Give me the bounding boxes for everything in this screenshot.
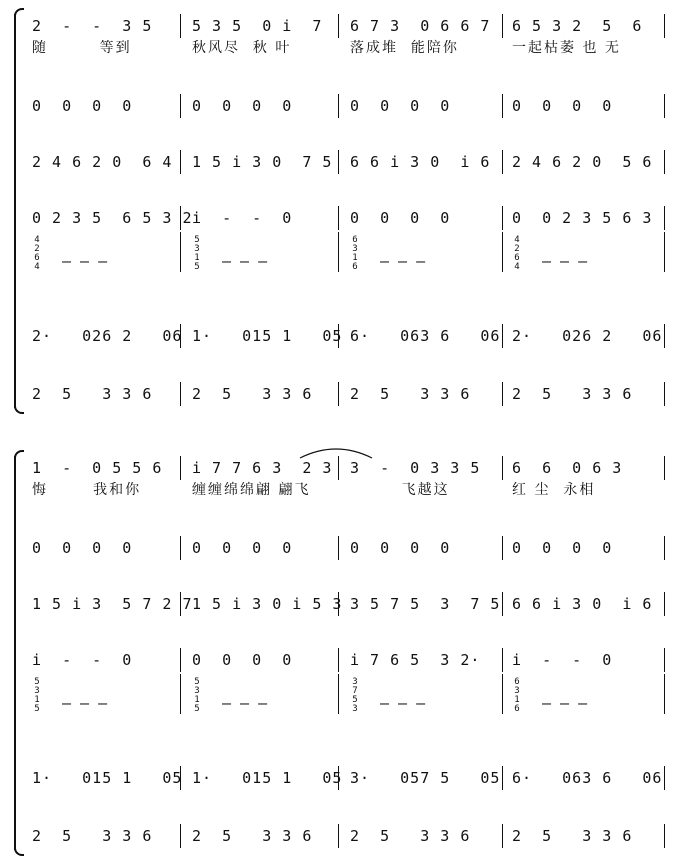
chord-note: 6	[352, 262, 358, 272]
barline	[664, 382, 665, 406]
barline	[338, 232, 339, 272]
measure-notes: 1 5 i 3 5 7 2 7	[32, 595, 193, 613]
barline	[338, 150, 339, 174]
barline	[338, 206, 339, 230]
lyric-text: 红 尘 永相	[512, 482, 596, 498]
barline	[502, 150, 503, 174]
barline	[180, 150, 181, 174]
barline	[502, 766, 503, 790]
lyric-text: 飞越这	[350, 482, 450, 498]
barline	[502, 324, 503, 348]
chord-note: 4	[514, 235, 520, 245]
barline	[180, 382, 181, 406]
chord-note: 3	[352, 677, 358, 687]
barline	[338, 824, 339, 848]
chord-note: 5	[34, 677, 40, 687]
barline	[502, 14, 503, 38]
chord-stack	[350, 236, 360, 272]
barline	[338, 382, 339, 406]
measure-notes: i 7 7 6 3 2 3	[192, 459, 333, 477]
barline	[664, 94, 665, 118]
sustain-dashes: — — —	[222, 694, 268, 712]
chord-note: 5	[194, 677, 200, 687]
chord-note: 3	[352, 704, 358, 714]
note-staff	[0, 14, 680, 38]
sustain-dashes: — — —	[380, 694, 426, 712]
chord-note: 2	[514, 244, 520, 254]
barline	[180, 14, 181, 38]
chord-note: 6	[514, 253, 520, 263]
chord-stack	[192, 236, 202, 272]
barline	[502, 456, 503, 480]
lyric-text: 落成堆 能陪你	[350, 40, 459, 56]
barline	[502, 536, 503, 560]
barline	[338, 94, 339, 118]
chord-note: 5	[194, 235, 200, 245]
measure-notes: 6 5 3 2 5 6	[512, 17, 643, 35]
barline	[180, 456, 181, 480]
measure-notes: i - - 0	[192, 209, 293, 227]
measure-notes: 6· 063 6 06	[350, 327, 501, 345]
measure-notes: 2· 026 2 06	[512, 327, 663, 345]
chord-note: 3	[514, 686, 520, 696]
barline	[502, 232, 503, 272]
chord-note: 6	[514, 704, 520, 714]
chord-note: 5	[34, 704, 40, 714]
measure-notes: 1· 015 1 05	[192, 327, 343, 345]
measure-notes: 6· 063 6 06	[512, 769, 663, 787]
chord-note: 1	[194, 695, 200, 705]
chord-note: 1	[352, 253, 358, 263]
measure-notes: 2 5 3 3 6	[350, 385, 471, 403]
barline	[664, 674, 665, 714]
measure-notes: 1 - 0 5 5 6	[32, 459, 163, 477]
measure-notes: 2 5 3 3 6	[32, 827, 153, 845]
measure-notes: 1 5 i 3 0 i 5 3	[192, 595, 343, 613]
note-staff	[0, 382, 680, 406]
chord-note: 5	[352, 695, 358, 705]
measure-notes: 0 0 2 3 5 6 3	[512, 209, 653, 227]
measure-notes: 1· 015 1 05	[32, 769, 183, 787]
measure-notes: 1 5 i 3 0 7 5	[192, 153, 333, 171]
measure-notes: 6 6 0 6 3	[512, 459, 623, 477]
slur-arc	[296, 442, 376, 462]
barline	[664, 206, 665, 230]
lyric-line	[0, 38, 680, 58]
measure-notes: 2 - - 3 5	[32, 17, 153, 35]
measure-notes: 0 0 0 0	[192, 539, 293, 557]
barline	[664, 456, 665, 480]
measure-notes: 0 0 0 0	[350, 539, 451, 557]
chord-note: 1	[34, 695, 40, 705]
measure-notes: 2 5 3 3 6	[192, 827, 313, 845]
note-staff	[0, 536, 680, 560]
chord-stack	[512, 236, 522, 272]
measure-notes: 0 0 0 0	[512, 97, 613, 115]
barline	[664, 592, 665, 616]
chord-note: 1	[514, 695, 520, 705]
chord-note: 3	[194, 244, 200, 254]
sustain-dashes: — — —	[542, 694, 588, 712]
chord-note: 4	[514, 262, 520, 272]
slur-path	[300, 449, 372, 458]
chord-stack	[512, 678, 522, 714]
note-staff	[0, 648, 680, 672]
barline	[338, 536, 339, 560]
measure-notes: i - - 0	[512, 651, 613, 669]
note-staff	[0, 94, 680, 118]
measure-notes: 3· 057 5 05	[350, 769, 501, 787]
measure-notes: 2 4 6 2 0 6 4	[32, 153, 173, 171]
barline	[502, 824, 503, 848]
barline	[664, 232, 665, 272]
chord-note: 3	[34, 686, 40, 696]
chord-note: 6	[352, 235, 358, 245]
measure-notes: 2 5 3 3 6	[512, 385, 633, 403]
measure-notes: 0 0 0 0	[32, 539, 133, 557]
barline	[664, 14, 665, 38]
measure-notes: 3 - 0 3 3 5	[350, 459, 481, 477]
measure-notes: 0 0 0 0	[32, 97, 133, 115]
barline	[180, 824, 181, 848]
note-staff	[0, 824, 680, 848]
chord-stack	[350, 678, 360, 714]
lyric-line	[0, 480, 680, 500]
measure-notes: 2 5 3 3 6	[32, 385, 153, 403]
chord-note: 4	[34, 235, 40, 245]
barline	[338, 648, 339, 672]
measure-notes: 2· 026 2 06	[32, 327, 183, 345]
barline	[664, 824, 665, 848]
measure-notes: i - - 0	[32, 651, 133, 669]
lyric-text: 悔 我和你	[32, 482, 142, 498]
barline	[180, 648, 181, 672]
barline	[664, 766, 665, 790]
barline	[502, 674, 503, 714]
chord-note: 3	[352, 244, 358, 254]
measure-notes: 0 0 0 0	[350, 209, 451, 227]
sustain-dashes: — — —	[222, 252, 268, 270]
chord-staff	[0, 235, 680, 272]
sustain-dashes: — — —	[62, 694, 108, 712]
barline	[180, 94, 181, 118]
measure-notes: 6 6 i 3 0 i 6	[350, 153, 491, 171]
lyric-text: 秋风尽 秋 叶	[192, 40, 292, 56]
barline	[338, 674, 339, 714]
measure-notes: 2 5 3 3 6	[350, 827, 471, 845]
note-staff	[0, 766, 680, 790]
measure-notes: 1· 015 1 05	[192, 769, 343, 787]
measure-notes: 6 7 3 0 6 6 7	[350, 17, 491, 35]
chord-note: 4	[34, 262, 40, 272]
chord-note: 5	[194, 704, 200, 714]
chord-staff	[0, 677, 680, 714]
measure-notes: 2 5 3 3 6	[192, 385, 313, 403]
chord-stack	[192, 678, 202, 714]
barline	[502, 382, 503, 406]
barline	[502, 94, 503, 118]
note-staff	[0, 206, 680, 230]
measure-notes: 0 0 0 0	[192, 97, 293, 115]
sustain-dashes: — — —	[62, 252, 108, 270]
sustain-dashes: — — —	[542, 252, 588, 270]
chord-stack	[32, 678, 42, 714]
chord-note: 2	[34, 244, 40, 254]
measure-notes: 0 0 0 0	[350, 97, 451, 115]
barline	[502, 206, 503, 230]
chord-note: 6	[514, 677, 520, 687]
measure-notes: 2 4 6 2 0 5 6	[512, 153, 653, 171]
chord-note: 1	[194, 253, 200, 263]
barline	[664, 536, 665, 560]
score-system	[0, 14, 680, 414]
chord-note: 7	[352, 686, 358, 696]
barline	[664, 150, 665, 174]
measure-notes: 0 2 3 5 6 5 3 2	[32, 209, 193, 227]
note-staff	[0, 150, 680, 174]
measure-notes: 0 0 0 0	[512, 539, 613, 557]
note-staff	[0, 592, 680, 616]
chord-stack	[32, 236, 42, 272]
measure-notes: 2 5 3 3 6	[512, 827, 633, 845]
score-system	[0, 456, 680, 856]
lyric-text: 随 等到	[32, 40, 132, 56]
sustain-dashes: — — —	[380, 252, 426, 270]
barline	[664, 648, 665, 672]
barline	[180, 674, 181, 714]
barline	[338, 14, 339, 38]
barline	[502, 592, 503, 616]
measure-notes: 6 6 i 3 0 i 6	[512, 595, 653, 613]
measure-notes: i 7 6 5 3 2·	[350, 651, 481, 669]
barline	[180, 536, 181, 560]
barline	[664, 324, 665, 348]
measure-notes: 0 0 0 0	[192, 651, 293, 669]
chord-note: 3	[194, 686, 200, 696]
barline	[180, 232, 181, 272]
barline	[502, 648, 503, 672]
measure-notes: 3 5 7 5 3 7 5	[350, 595, 501, 613]
note-staff	[0, 324, 680, 348]
lyric-text: 缠缠绵绵翩 翩飞	[192, 482, 311, 498]
chord-note: 6	[34, 253, 40, 263]
chord-note: 5	[194, 262, 200, 272]
lyric-text: 一起枯萎 也 无	[512, 40, 621, 56]
measure-notes: 5 3 5 0 i 7	[192, 17, 323, 35]
